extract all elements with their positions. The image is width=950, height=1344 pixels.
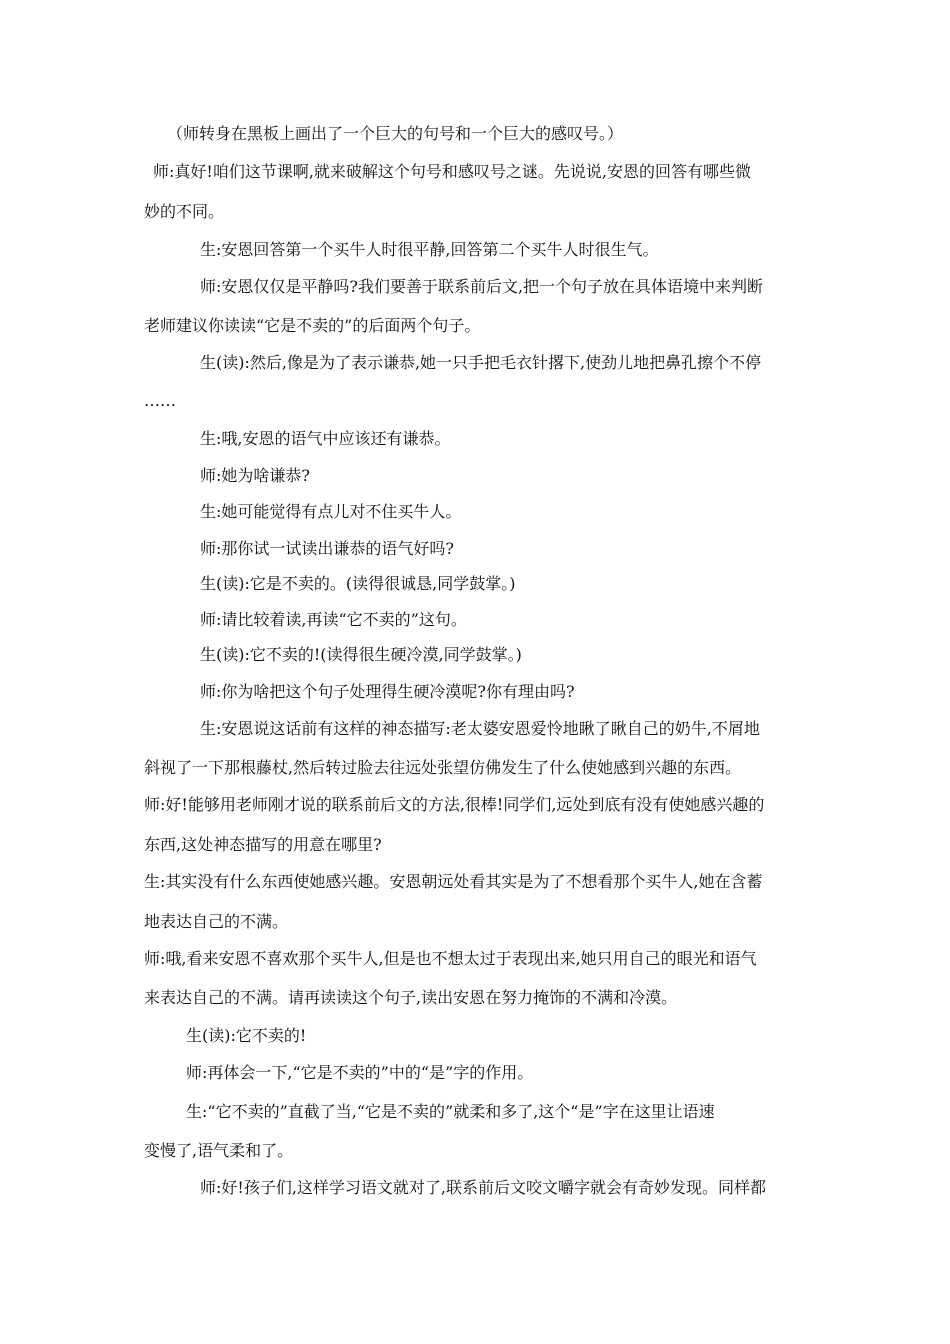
text-line: 生(读):它不卖的!(读得很生硬冷漠,同学鼓掌。) bbox=[200, 645, 522, 664]
text-line: 师:她为啥谦恭? bbox=[200, 466, 310, 485]
text-line: 师:那你试一试读出谦恭的语气好吗? bbox=[200, 539, 454, 558]
text-line: （师转身在黑板上画出了一个巨大的句号和一个巨大的感叹号。） bbox=[167, 124, 624, 143]
text-line: 师:再体会一下,“它是不卖的”中的“是”字的作用。 bbox=[186, 1063, 534, 1082]
text-line: 生(读):它是不卖的。(读得很诚恳,同学鼓掌。) bbox=[200, 574, 516, 593]
text-line: 生(读):然后,像是为了表示谦恭,她一只手把毛衣针撂下,使劲儿地把鼻孔擦个不停 bbox=[200, 353, 762, 372]
text-line: 变慢了,语气柔和了。 bbox=[144, 1141, 294, 1160]
text-line: 妙的不同。 bbox=[144, 202, 225, 221]
text-line: 生:“它不卖的”直截了当,“它是不卖的”就柔和多了,这个“是”字在这里让语速 bbox=[186, 1102, 715, 1121]
text-line: …… bbox=[144, 391, 176, 410]
text-line: 生:安恩说这话前有这样的神态描写:老太婆安恩爱怜地瞅了瞅自己的奶牛,不屑地 bbox=[200, 719, 760, 738]
text-line: 师:好!能够用老师刚才说的联系前后文的方法,很棒!同学们,远处到底有没有使她感兴趣的 bbox=[144, 795, 765, 814]
text-line: 师:好!孩子们,这样学习语文就对了,联系前后文咬文嚼字就会有奇妙发现。同样都 bbox=[200, 1178, 766, 1197]
text-line: 师:你为啥把这个句子处理得生硬冷漠呢?你有理由吗? bbox=[200, 682, 575, 701]
text-line: 师:哦,看来安恩不喜欢那个买牛人,但是也不想太过于表现出来,她只用自己的眼光和语气 bbox=[144, 949, 757, 968]
text-line: 老师建议你读读“它是不卖的”的后面两个句子。 bbox=[144, 316, 481, 335]
text-line: 生:安恩回答第一个买牛人时很平静,回答第二个买牛人时很生气。 bbox=[200, 240, 659, 259]
text-line: 生:她可能觉得有点儿对不住买牛人。 bbox=[200, 502, 462, 521]
text-line: 东西,这处神态描写的用意在哪里? bbox=[144, 835, 382, 854]
text-line: 斜视了一下那根藤杖,然后转过脸去往远处张望仿佛发生了什么使她感到兴趣的东西。 bbox=[144, 758, 742, 777]
text-line: 师:真好!咱们这节课啊,就来破解这个句号和感叹号之谜。先说说,安恩的回答有哪些微 bbox=[153, 162, 751, 181]
text-line: 地表达自己的不满。 bbox=[144, 912, 289, 931]
text-line: 师:请比较着读,再读“它不卖的”这句。 bbox=[200, 610, 467, 629]
text-line: 生:其实没有什么东西使她感兴趣。安恩朝远处看其实是为了不想看那个买牛人,她在含蓄 bbox=[144, 872, 763, 891]
text-line: 生(读):它不卖的! bbox=[186, 1026, 307, 1045]
text-line: 师:安恩仅仅是平静吗?我们要善于联系前后文,把一个句子放在具体语境中来判断 bbox=[200, 277, 764, 296]
text-line: 生:哦,安恩的语气中应该还有谦恭。 bbox=[200, 429, 451, 448]
text-line: 来表达自己的不满。请再读读这个句子,读出安恩在努力掩饰的不满和冷漠。 bbox=[144, 988, 678, 1007]
